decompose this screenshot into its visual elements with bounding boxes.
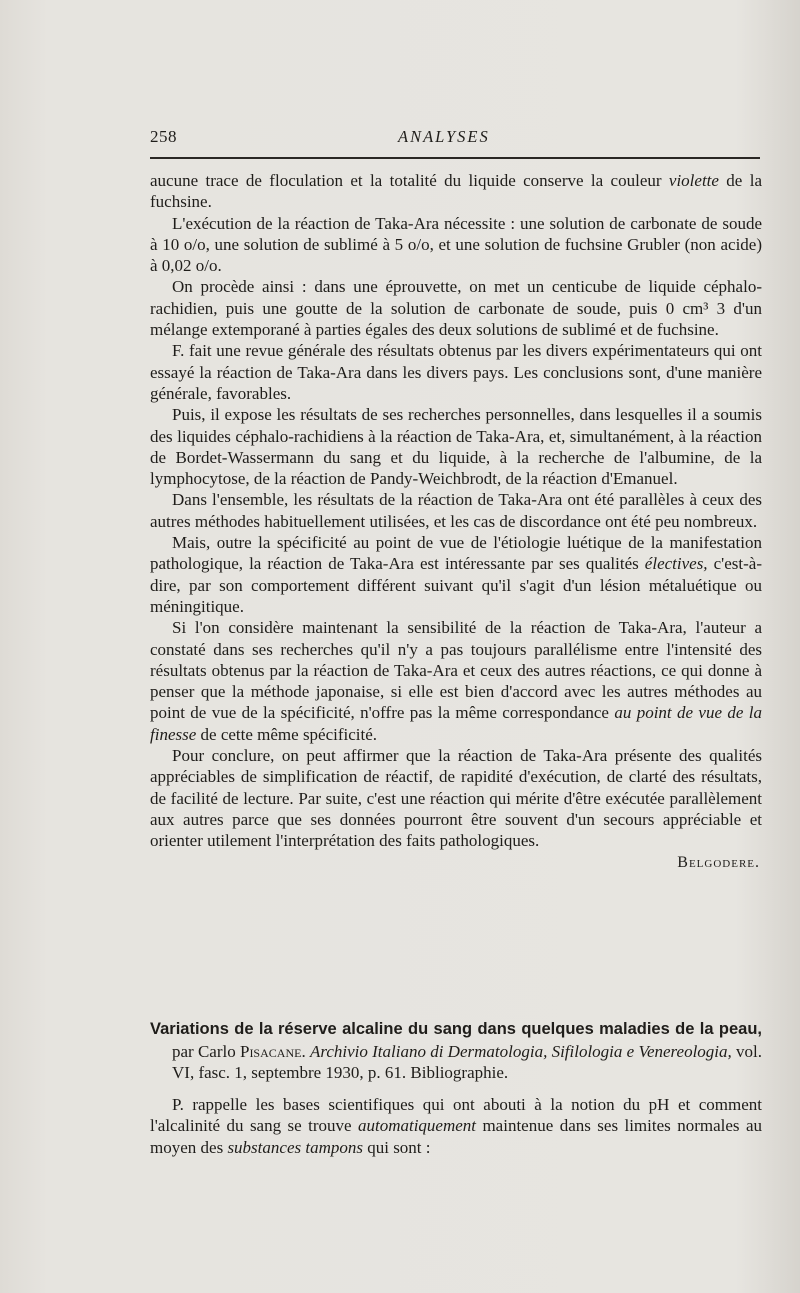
- paragraph-1-text-end: de la fuchsine.: [150, 171, 762, 212]
- header-rule: [150, 157, 760, 159]
- paragraph-3: On procède ainsi : dans une éprouvette, on met un centicube de liquide céphalo-rachidien, puis une goutte de la solution de carbonate de soude, puis 0 cm³ 3 d'un mélange extemporané à parties égales des deux solutions de sublimé et de fuchsine.: [150, 277, 762, 340]
- article-text-3: qui sont :: [362, 1137, 431, 1157]
- article-by: par Carlo: [172, 1041, 240, 1061]
- article-text-1: P. rappelle les bases scientifiques qui ont abouti à la notion du pH et comment l'alcalinité du sang se trouve: [150, 1094, 762, 1135]
- article-punct: .: [301, 1041, 310, 1061]
- paragraph-7-italic: électives,: [644, 554, 708, 574]
- paragraph-7-text: Mais, outre la spécificité au point de vue de l'étiologie luétique de la manifestation pathologique, la réaction de Taka-Ara est intéressante par ses qualités: [150, 533, 762, 574]
- running-title: ANALYSES: [398, 127, 490, 146]
- article-italic-1: automatiquement: [357, 1116, 477, 1135]
- paragraph-5: Puis, il expose les résultats de ses recherches personnelles, dans lesquelles il a soumis des liquides céphalo-rachidiens à la réaction de Taka-Ara, et, simultanément, à la réaction de Bordet-Wassermann du sang et du liquide, à la recherche de l'albumine, de la lymphocytose, de la réaction de Pandy-Weichbrodt, de la réaction d'Emanuel.: [150, 405, 762, 489]
- article-author: Pisacane: [239, 1041, 302, 1061]
- article-heading: [150, 1018, 762, 1084]
- article-text-2: maintenue dans ses limites normales au moyen des: [150, 1116, 762, 1157]
- article-title: Variations de la réserve alcaline du sang dans quelques maladies de la peau,: [150, 1020, 762, 1038]
- paragraph-1: [150, 170, 762, 213]
- article-italic-2: substances tampons: [227, 1137, 363, 1157]
- paragraph-6: Dans l'ensemble, les résultats de la réaction de Taka-Ara ont été parallèles à ceux des autres méthodes habituellement utilisées, et les cas de discordance ont été peu nombreux.: [150, 490, 762, 531]
- review-body: [150, 170, 762, 873]
- paragraph-1-italic: violette: [668, 171, 719, 190]
- paragraph-9: Pour conclure, on peut affirmer que la réaction de Taka-Ara présente des qualités appréciables de simplification de réactif, de rapidité d'exécution, de clarté des résultats, de facilité de lecture. Par suite, c'est une réaction qui mérite d'être exécutée parallèlement aux autres parce que ses données pourront être souvent d'un secours appréciable et orienter utilement l'interprétation des faits pathologiques.: [150, 746, 762, 851]
- paragraph-8-text-end: de cette même spécificité.: [196, 724, 378, 744]
- paragraph-1-text: aucune trace de floculation et la totalité du liquide conserve la couleur: [150, 171, 669, 190]
- article-journal: Archivio Italiano di Dermatologia, Sifilologia e Venereologia,: [309, 1041, 732, 1061]
- page-header: [150, 127, 760, 155]
- paragraph-8-text: Si l'on considère maintenant la sensibilité de la réaction de Taka-Ara, l'auteur a constaté dans ses recherches qu'il n'y a pas toujours parallélisme entre l'intensité des résultats obtenus par la réaction de Taka-Ara et ceux des autres réactions, ce qui donne à penser que la méthode japonaise, si elle est bien d'accord avec les autres méthodes au point de vue de la spécificité, n'offre pas la même correspondance: [150, 618, 762, 723]
- page-number: 258: [150, 127, 177, 146]
- article-citation: vol. VI, fasc. 1, septembre 1930, p. 61. Bibliographie.: [172, 1041, 763, 1082]
- paragraph-7-text-end: c'est-à-dire, par son comportement différent suivant qu'il s'agit d'un lésion métaluétique ou méningitique.: [150, 554, 762, 616]
- paragraph-8-italic: au point de vue de la finesse: [150, 703, 762, 744]
- next-article: [150, 1018, 762, 1158]
- paragraph-7: [150, 532, 762, 617]
- paragraph-8: [150, 617, 762, 745]
- paragraph-2: L'exécution de la réaction de Taka-Ara nécessite : une solution de carbonate de soude à 10 o/o, une solution de sublimé à 5 o/o, et une solution de fuchsine Grubler (non acide) à 0,02 o/o.: [150, 213, 762, 276]
- reviewer-signature: Belgodere.: [677, 853, 760, 871]
- article-paragraph: [150, 1094, 762, 1159]
- paragraph-4: F. fait une revue générale des résultats obtenus par les divers expérimentateurs qui ont essayé la réaction de Taka-Ara dans les divers pays. Les conclusions sont, d'une manière générale, favorables.: [150, 341, 762, 403]
